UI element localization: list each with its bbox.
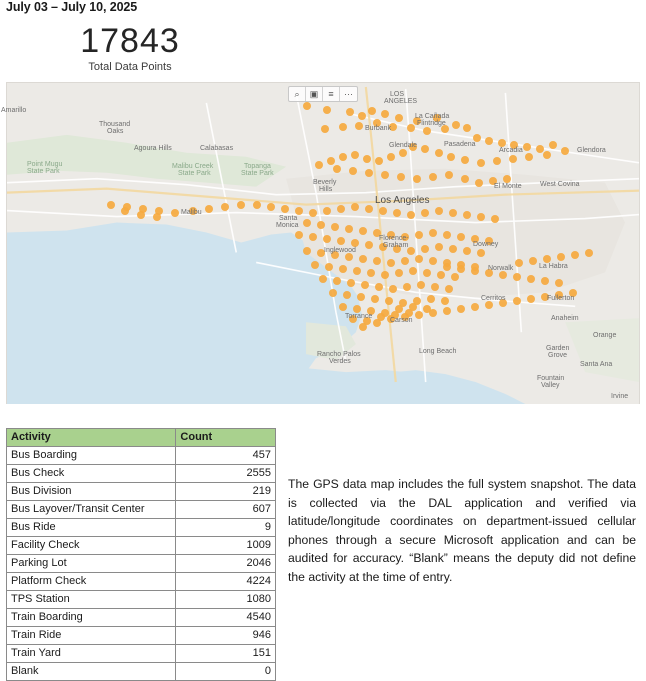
map-data-point	[409, 143, 417, 151]
layers-icon-glyph: ▣	[309, 88, 319, 99]
map-data-point	[367, 269, 375, 277]
map-data-point	[473, 134, 481, 142]
map-data-point	[461, 156, 469, 164]
map-data-point	[447, 153, 455, 161]
map-data-point	[397, 173, 405, 181]
kpi-label: Total Data Points	[88, 61, 172, 73]
map-place-label: ANGELES	[384, 98, 418, 105]
map-place-label: Rancho Palos	[317, 351, 361, 358]
map-data-point	[429, 173, 437, 181]
map-data-point	[423, 269, 431, 277]
map-data-point	[485, 137, 493, 145]
map-data-point	[429, 257, 437, 265]
map-data-point	[445, 285, 453, 293]
map-data-point	[303, 219, 311, 227]
table-row	[7, 573, 276, 591]
map-data-point	[485, 237, 493, 245]
map-data-point	[441, 125, 449, 133]
map-data-point	[395, 114, 403, 122]
map-data-point	[329, 289, 337, 297]
map-toolbar[interactable]	[288, 86, 358, 102]
map-data-point	[527, 275, 535, 283]
map-place-label: West Covina	[540, 181, 580, 188]
map-data-point	[353, 267, 361, 275]
table-header-row	[7, 429, 276, 447]
table-row	[7, 591, 276, 609]
map-data-point	[351, 239, 359, 247]
map-data-point	[339, 153, 347, 161]
map-data-point	[471, 235, 479, 243]
map-place-label: Santa Ana	[580, 361, 613, 368]
table-row	[7, 447, 276, 465]
map-data-point	[433, 114, 441, 122]
map-data-point	[461, 175, 469, 183]
map-data-point	[267, 203, 275, 211]
map-data-point	[309, 233, 317, 241]
map-data-point	[527, 295, 535, 303]
map-place-label: State Park	[178, 170, 211, 177]
map-data-point	[315, 161, 323, 169]
map-data-point	[381, 110, 389, 118]
map-place-label: Carson	[390, 317, 413, 324]
map-data-point	[361, 281, 369, 289]
map-data-point	[449, 245, 457, 253]
map-place-label: Malibu Creek	[172, 163, 214, 170]
cell-count: 4224	[176, 573, 276, 591]
map-data-point	[295, 231, 303, 239]
map-data-point	[569, 289, 577, 297]
search-icon[interactable]	[289, 87, 306, 101]
table-row	[7, 645, 276, 663]
map-data-point	[387, 315, 395, 323]
cell-activity: Bus Division	[7, 483, 176, 501]
column-header-count: Count	[176, 429, 276, 447]
cell-activity: Parking Lot	[7, 555, 176, 573]
map-data-point	[339, 265, 347, 273]
map-data-point	[339, 303, 347, 311]
map-place-label: Burbank	[365, 125, 392, 132]
map-data-point	[415, 231, 423, 239]
map-data-point	[333, 277, 341, 285]
map-data-point	[353, 305, 361, 313]
map-place-label: Downey	[473, 241, 499, 248]
map-data-point	[355, 122, 363, 130]
map-data-point	[561, 147, 569, 155]
map-data-point	[463, 211, 471, 219]
map-place-label: Oaks	[107, 128, 124, 135]
map-data-point	[485, 269, 493, 277]
map-place-label: Garden	[546, 345, 570, 352]
cell-activity: Train Boarding	[7, 609, 176, 627]
map-data-point	[452, 121, 460, 129]
map-data-point	[371, 295, 379, 303]
map-data-point	[357, 293, 365, 301]
map-data-point	[295, 207, 303, 215]
map-data-point	[309, 209, 317, 217]
gps-map[interactable]	[1, 82, 640, 404]
cell-activity: Train Yard	[7, 645, 176, 663]
kpi-card	[40, 22, 220, 73]
cell-count: 946	[176, 627, 276, 645]
cell-count: 4540	[176, 609, 276, 627]
map-data-point	[358, 112, 366, 120]
map-data-point	[443, 231, 451, 239]
map-data-point	[205, 205, 213, 213]
cell-activity: Bus Check	[7, 465, 176, 483]
filter-icon[interactable]	[323, 87, 340, 101]
map-data-point	[317, 249, 325, 257]
layers-icon[interactable]	[306, 87, 323, 101]
map-data-point	[387, 153, 395, 161]
map-place-label: Inglewood	[324, 247, 356, 254]
cell-activity: Platform Check	[7, 573, 176, 591]
map-data-point	[373, 319, 381, 327]
map-data-point	[445, 171, 453, 179]
map-place-label: Orange	[593, 332, 617, 339]
map-place-label: Calabasas	[200, 145, 234, 152]
map-data-point	[345, 225, 353, 233]
cell-count: 0	[176, 663, 276, 681]
map-data-point	[385, 297, 393, 305]
map-data-point	[449, 209, 457, 217]
map-data-point	[463, 247, 471, 255]
table-row	[7, 537, 276, 555]
kpi-value: 17843	[80, 22, 180, 60]
cell-count: 607	[176, 501, 276, 519]
map-data-point	[585, 249, 593, 257]
map-data-point	[529, 257, 537, 265]
map-data-point	[541, 277, 549, 285]
map-place-label: Flintridge	[417, 120, 446, 127]
map-data-point	[325, 263, 333, 271]
map-data-point	[401, 233, 409, 241]
map-data-point	[525, 153, 533, 161]
map-data-point	[555, 291, 563, 299]
cell-count: 1080	[176, 591, 276, 609]
activity-table	[6, 428, 276, 681]
map-data-point	[337, 237, 345, 245]
map-data-point	[523, 143, 531, 151]
map-data-point	[451, 273, 459, 281]
date-range-label: July 03 – July 10, 2025	[6, 0, 138, 14]
map-data-point	[429, 309, 437, 317]
map-data-point	[421, 145, 429, 153]
map-data-point	[427, 295, 435, 303]
map-data-point	[415, 311, 423, 319]
map-data-point	[515, 259, 523, 267]
map-data-point	[387, 259, 395, 267]
map-data-point	[327, 157, 335, 165]
map-data-point	[399, 149, 407, 157]
map-data-point	[345, 253, 353, 261]
map-data-point	[393, 245, 401, 253]
map-place-label: Cerritos	[481, 295, 506, 302]
table-row	[7, 465, 276, 483]
map-data-point	[311, 261, 319, 269]
cell-activity: Blank	[7, 663, 176, 681]
map-data-point	[395, 269, 403, 277]
map-place-label: State Park	[241, 170, 274, 177]
map-data-point	[351, 151, 359, 159]
table-row	[7, 483, 276, 501]
map-data-point	[121, 207, 129, 215]
cell-count: 457	[176, 447, 276, 465]
map-data-point	[471, 303, 479, 311]
table-row	[7, 501, 276, 519]
map-place-label: La Habra	[539, 263, 568, 270]
map-data-point	[381, 171, 389, 179]
map-data-point	[375, 283, 383, 291]
map-data-point	[333, 165, 341, 173]
map-data-point	[359, 255, 367, 263]
map-data-point	[513, 297, 521, 305]
map-place-label: Anaheim	[551, 315, 579, 322]
map-data-point	[331, 223, 339, 231]
map-place-label: Fullerton	[547, 295, 575, 302]
activity-table-wrapper	[6, 428, 276, 681]
map-data-point	[171, 209, 179, 217]
map-note-paragraph: The GPS data map includes the full system snapshot. The data is collected via the DAL application and verified via latitude/longitude coordinates on department-issued cellular phones through a secure Microsoft application and can be audited for accuracy. “Blank” means the deputy did not define the activity at the time of entry.	[288, 477, 636, 584]
map-data-point	[373, 229, 381, 237]
map-data-point	[443, 307, 451, 315]
map-place-label: State Park	[27, 168, 60, 175]
map-data-point	[571, 251, 579, 259]
map-data-point	[331, 251, 339, 259]
map-data-point	[323, 207, 331, 215]
map-place-label: Monica	[276, 222, 299, 229]
map-data-point	[323, 106, 331, 114]
map-data-point	[343, 291, 351, 299]
map-place-label: Arcadia	[499, 147, 523, 154]
cell-activity: Train Ride	[7, 627, 176, 645]
map-data-point	[509, 155, 517, 163]
map-data-point	[365, 169, 373, 177]
map-place-label: Florence-	[379, 235, 409, 242]
map-data-point	[477, 213, 485, 221]
cell-activity: Facility Check	[7, 537, 176, 555]
map-data-point	[503, 175, 511, 183]
map-data-point	[541, 293, 549, 301]
map-data-point	[339, 123, 347, 131]
map-place-label: Los Angeles	[375, 195, 430, 206]
map-data-point	[189, 207, 197, 215]
map-data-point	[475, 179, 483, 187]
map-data-point	[107, 201, 115, 209]
map-data-point	[393, 209, 401, 217]
map-data-point	[379, 207, 387, 215]
map-place-label: Hills	[319, 186, 333, 193]
cell-count: 9	[176, 519, 276, 537]
map-data-point	[417, 281, 425, 289]
map-data-point	[435, 149, 443, 157]
map-place-label: Santa	[279, 215, 298, 222]
map-place-label: Pasadena	[444, 141, 476, 148]
map-place-label: Irvine	[611, 393, 629, 400]
map-place-label: Glendora	[577, 147, 606, 154]
map-data-point	[557, 253, 565, 261]
map-data-point	[437, 271, 445, 279]
map-data-point	[491, 215, 499, 223]
map-data-point	[499, 299, 507, 307]
map-data-point	[471, 267, 479, 275]
map-place-label: Agoura Hills	[134, 145, 172, 152]
map-data-point	[403, 283, 411, 291]
table-row	[7, 663, 276, 681]
map-place-label: Long Beach	[419, 348, 457, 355]
map-data-point	[365, 241, 373, 249]
map-data-point	[389, 123, 397, 131]
map-data-point	[346, 108, 354, 116]
map-data-point	[421, 245, 429, 253]
map-data-point	[463, 124, 471, 132]
map-data-point	[379, 243, 387, 251]
map-data-point	[489, 177, 497, 185]
map-place-label: Glendale	[389, 142, 418, 149]
map-data-point	[413, 117, 421, 125]
map-data-point	[359, 323, 367, 331]
map-data-point	[349, 315, 357, 323]
map-data-point	[401, 313, 409, 321]
map-data-point	[368, 107, 376, 115]
map-place-label: Norwalk	[488, 265, 514, 272]
map-place-label: Graham	[383, 242, 409, 249]
map-data-point	[477, 159, 485, 167]
map-data-point	[407, 124, 415, 132]
map-data-point	[415, 255, 423, 263]
map-data-point	[457, 305, 465, 313]
map-place-label: Torrance	[345, 313, 373, 320]
map-data-point	[513, 273, 521, 281]
table-row	[7, 555, 276, 573]
map-place-label: Thousand	[99, 121, 131, 128]
map-data-point	[457, 265, 465, 273]
map-data-point	[373, 257, 381, 265]
more-options-icon[interactable]	[340, 87, 357, 101]
map-data-point	[477, 249, 485, 257]
cell-count: 1009	[176, 537, 276, 555]
map-data-point	[510, 141, 518, 149]
cell-activity: Bus Ride	[7, 519, 176, 537]
map-data-point	[349, 167, 357, 175]
map-place-label: El Monte	[494, 183, 522, 190]
map-data-point	[401, 257, 409, 265]
map-data-point	[555, 279, 563, 287]
map-data-point	[413, 175, 421, 183]
map-data-point	[429, 229, 437, 237]
map-data-point	[281, 205, 289, 213]
map-data-point	[317, 221, 325, 229]
cell-activity: TPS Station	[7, 591, 176, 609]
map-data-point	[387, 231, 395, 239]
map-place-label: Fountain	[537, 375, 565, 382]
table-row	[7, 609, 276, 627]
map-data-point	[423, 127, 431, 135]
search-icon-glyph: ⌕	[294, 88, 300, 99]
map-data-point	[323, 235, 331, 243]
map-data-point	[363, 155, 371, 163]
map-place-label: La Cañada	[415, 113, 450, 120]
map-data-point	[375, 157, 383, 165]
table-row	[7, 519, 276, 537]
map-data-point	[137, 211, 145, 219]
more-options-icon-glyph: ···	[344, 88, 353, 99]
map-data-point	[441, 297, 449, 305]
cell-activity: Bus Boarding	[7, 447, 176, 465]
map-data-point	[337, 205, 345, 213]
map-data-point	[367, 307, 375, 315]
map-place-label: Beverly	[313, 179, 337, 186]
map-data-point	[381, 271, 389, 279]
map-data-point	[359, 227, 367, 235]
map-data-point	[319, 275, 327, 283]
map-data-point	[303, 247, 311, 255]
map-data-point	[421, 209, 429, 217]
map-data-point	[321, 125, 329, 133]
map-place-label: Valley	[541, 382, 560, 389]
map-data-point	[543, 151, 551, 159]
map-data-point	[347, 279, 355, 287]
map-place-label: Verdes	[329, 358, 351, 365]
map-place-label: Grove	[548, 352, 568, 359]
cell-activity: Bus Layover/Transit Center	[7, 501, 176, 519]
map-data-point	[253, 201, 261, 209]
map-data-point	[543, 255, 551, 263]
map-data-point	[389, 285, 397, 293]
map-data-point	[351, 203, 359, 211]
map-data-point	[237, 201, 245, 209]
map-data-point	[435, 243, 443, 251]
map-place-label: Topanga	[244, 163, 271, 170]
map-data-point	[365, 205, 373, 213]
column-header-activity: Activity	[7, 429, 176, 447]
map-data-point	[499, 271, 507, 279]
map-data-point	[221, 203, 229, 211]
map-data-point	[303, 102, 311, 110]
map-data-point	[457, 233, 465, 241]
table-row	[7, 627, 276, 645]
map-data-point	[373, 119, 381, 127]
filter-icon-glyph: ≡	[328, 88, 334, 99]
cell-count: 2555	[176, 465, 276, 483]
map-data-point	[549, 141, 557, 149]
map-place-label: Malibu	[181, 209, 202, 216]
map-place-label: LOS	[390, 91, 405, 98]
cell-count: 219	[176, 483, 276, 501]
map-data-point	[435, 207, 443, 215]
cell-count: 2046	[176, 555, 276, 573]
map-data-point	[407, 211, 415, 219]
cell-count: 151	[176, 645, 276, 663]
map-data-point	[153, 213, 161, 221]
map-data-point	[485, 301, 493, 309]
map-data-point	[409, 267, 417, 275]
map-place-label: Amarillo	[1, 107, 27, 114]
map-data-point	[493, 157, 501, 165]
map-data-point	[407, 247, 415, 255]
map-data-point	[443, 263, 451, 271]
map-data-point	[498, 139, 506, 147]
map-data-point	[431, 283, 439, 291]
map-place-label: Point Mugu	[27, 161, 63, 168]
